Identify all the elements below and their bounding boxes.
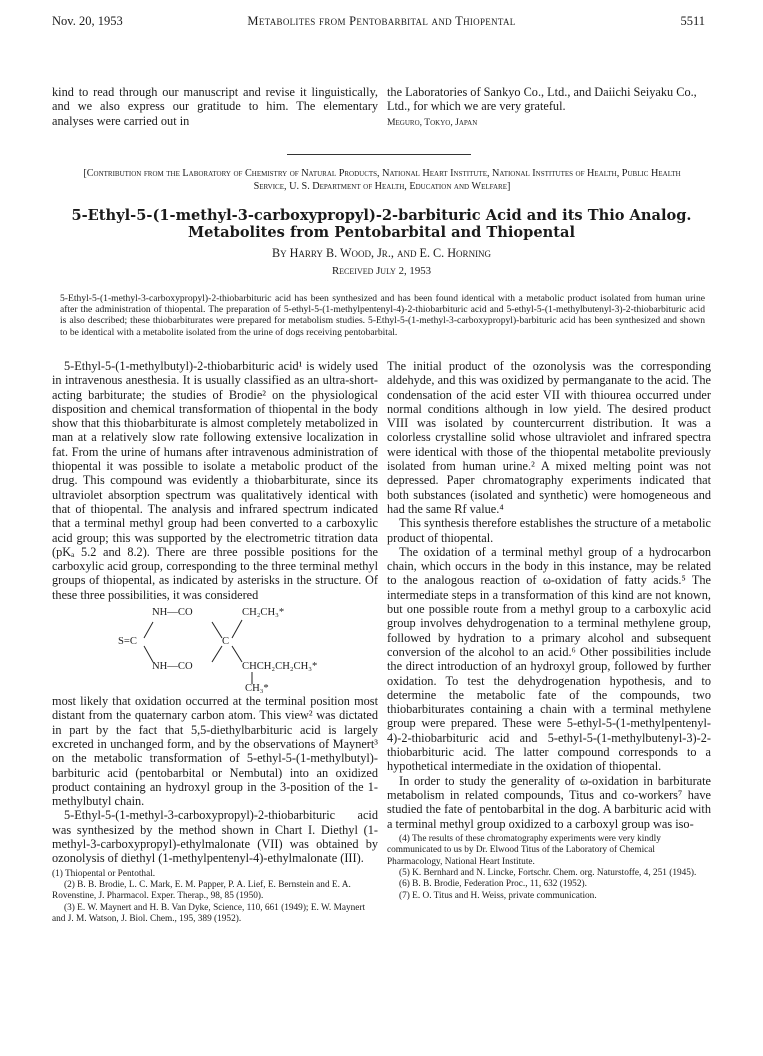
- contribution-note: [Contribution from the Laboratory of Chemistry of Natural Products, National Heart Institute, National Institutes of Health, Public Health Service, U. S. Department of Health, Education and Welfare]: [83, 168, 681, 192]
- ack-left: [52, 85, 378, 128]
- right-para-3: The oxidation of a terminal methyl group of a hydrocarbon chain, which occurs in the body in this instance, may be related to the analogous reaction of ω-oxidation of fatty acids.⁵ The intermediate steps in a transformation of this kind are not known, but one possible route from a methyl group to a carboxylic acid group involves dehydrogenation to a terminal methylene group, followed by hydration to a primary alcohol and subsequent conversion of the alcohol to an acid.⁶ Other possibilities include the direct introduction of an hydroxyl group, followed by further oxidation. To test the dehydrogenation hypothesis, and to determine the metabolic fate of the compounds, two thiobarbiturates containing a chain with a terminal methylene group were prepared. These were 5-ethyl-5-(1-methylpentenyl-4)-2-thiobarbituric acid and 5-ethyl-5-(1-methylbutenyl-3)-2-thiobarbituric acid. The latter compound corresponds to a hypothetical intermediate in the oxidation of thiopental.: [387, 544, 711, 774]
- footnote-4: (4) The results of these chromatography experiments were very kindly communicated to us by Dr. Elwood Titus of the Laboratory of Chemical Pharmacology, National Heart Institute.: [387, 833, 661, 867]
- article-title: [40, 207, 723, 242]
- authors: By Harry B. Wood, Jr., and E. C. Horning: [271, 246, 492, 260]
- ack-left-text: kind to read through our manuscript and revise it linguistically, and we also express our gratitude to him. The elementary analyses were carried out in: [52, 85, 378, 128]
- structure-pentyl-chain: CHCH₂CH₂CH₃*: [242, 661, 318, 673]
- left-para-2: most likely that oxidation occurred at the terminal position most distant from the quaternary carbon atom. This view² was dictated in part by the fact that 5,5-diethylbarbituric acid is largely excreted in unchanged form, and by the observations of Maynert³ on the metabolic transformation of 5-ethyl-5-(1-methylbutyl)-barbituric acid (pentobarbital or Nembutal) into an oxidized product containing an hydroxyl group in the 3-position of the 1-methylbutyl chain.: [52, 694, 378, 809]
- right-column: [387, 359, 711, 902]
- right-para-4: In order to study the generality of ω-oxidation in barbiturate metabolism in related compounds, Titus and co-workers⁷ have studied the fate of pentobarbital in the dog. A barbituric acid with a terminal methyl group oxidized to a carboxyl group was iso-: [387, 773, 711, 831]
- running-title: Metabolites from Pentobarbital and Thiopental: [247, 14, 516, 28]
- article-title-line1: 5-Ethyl-5-(1-methyl-3-carboxypropyl)-2-barbituric Acid and its Thio Analog.: [71, 207, 692, 224]
- ack-location: Meguro, Tokyo, Japan: [387, 116, 478, 128]
- structure-nh-bottom: NH—CO: [152, 661, 193, 673]
- footnote-3: (3) E. W. Maynert and H. B. Van Dyke, Science, 110, 661 (1949); E. W. Maynert and J. M. Watson, J. Biol. Chem., 195, 389 (1952).: [52, 902, 366, 925]
- thiopental-structure: [52, 602, 378, 694]
- structure-bonds: [52, 602, 378, 694]
- left-column: [52, 359, 378, 926]
- article-title-line2: Metabolites from Pentobarbital and Thiopental: [187, 224, 576, 242]
- structure-ethyl: CH₂CH₃*: [242, 607, 285, 619]
- footnote-2: (2) B. B. Brodie, L. C. Mark, E. M. Papper, P. A. Lief, E. Bernstein and E. A. Rovenstine, J. Pharmacol. Exper. Therap., 98, 85 (1950).: [52, 880, 351, 902]
- received-date: Received July 2, 1953: [331, 265, 432, 277]
- section-divider: [287, 154, 471, 155]
- structure-methyl: CH₃*: [245, 683, 269, 695]
- abstract: 5-Ethyl-5-(1-methyl-3-carboxypropyl)-2-thiobarbituric acid has been synthesized and has been found identical with a metabolic product isolated from human urine after the administration of thiopental. The preparation of 5-ethyl-5-(1-methylpentenyl-4)-2-thiobarbituric acid and 5-ethyl-5-(1-methylbutenyl-3)-2-thiobarbituric acid is also described; these thiobarbiturates were prepared for metabolism studies. 5-Ethyl-5-(1-methyl-3-carboxypropyl)-barbituric acid has been synthesized and shown to be identical with a metabolite isolated from the urine of dogs receiving pentobarbital.: [60, 293, 705, 338]
- right-para-1: The initial product of the ozonolysis was the corresponding aldehyde, and this was oxidized by permanganate to the acid. The condensation of the acid ester VII with thiourea occurred under normal conditions although in low yield. The desired product VIII was isolated by countercurrent distribution. It was a colorless crystalline solid whose ultraviolet and infrared spectra were identical with those of the thiopental metabolite previously isolated from human urine.² A mixed melting point was not depressed. Paper chromatography experiments indicated that both substances (isolated and synthetic) were homogeneous and had the same Rf value.⁴: [387, 359, 711, 516]
- footnote-6: (6) B. B. Brodie, Federation Proc., 11, 632 (1952).: [399, 879, 587, 890]
- left-para-3: 5-Ethyl-5-(1-methyl-3-carboxypropyl)-2-thiobarbituric acid was synthesized by the method shown in Chart I. Diethyl (1-methyl-3-carboxypropyl)-ethylmalonate (VII) was obtained by ozonolysis of diethyl (1-methylpentenyl-4)-ethylmalonate (III).: [52, 808, 378, 866]
- left-footnotes: [52, 869, 378, 926]
- right-para-2: This synthesis therefore establishes the structure of a metabolic product of thiopental.: [387, 516, 711, 545]
- structure-nh-top: NH—CO: [152, 607, 193, 619]
- ack-right-text: the Laboratories of Sankyo Co., Ltd., and Daiichi Seiyaku Co., Ltd., for which we are very grateful.: [387, 85, 697, 114]
- structure-quaternary-carbon: C: [222, 636, 230, 648]
- structure-thiocarbonyl: S=C: [118, 636, 137, 648]
- footnote-1: (1) Thiopental or Pentothal.: [52, 868, 156, 879]
- page-number: 5511: [680, 14, 705, 28]
- right-footnotes: [387, 834, 711, 902]
- footnote-5: (5) K. Bernhard and N. Lincke, Fortschr. Chem. org. Naturstoffe, 4, 251 (1945).: [399, 868, 697, 879]
- footnote-7: (7) E. O. Titus and H. Weiss, private communication.: [399, 890, 597, 901]
- ack-right: [387, 85, 711, 130]
- header-date: Nov. 20, 1953: [52, 14, 123, 28]
- left-para-1: 5-Ethyl-5-(1-methylbutyl)-2-thiobarbituric acid¹ is widely used in intravenous anesthesia. It is usually classified as an ultra-short-acting barbiturate; the studies of Brodie² on the physiological disposition and chemical transformation of thiopental in the body show that this thiobarbiturate is almost completely metabolized in man at a relatively slow rate following extensive localization in fat. From the urine of humans after intravenous administration of thiopental it was possible to isolate a metabolic product of the drug. This compound was evidently a thiobarbiturate, since its ultraviolet absorption spectrum was qualitatively identical with that of thiopental. The analysis and infrared spectrum indicated that a terminal methyl group had been converted to a carboxylic acid group; this was supported by the electrometric titration data (pKₐ 5.2 and 8.2). There are three possible positions for the carboxylic acid group, corresponding to the three terminal methyl groups of thiopental, as indicated by asterisks in the structure. Of these three possibilities, it was considered: [52, 359, 378, 602]
